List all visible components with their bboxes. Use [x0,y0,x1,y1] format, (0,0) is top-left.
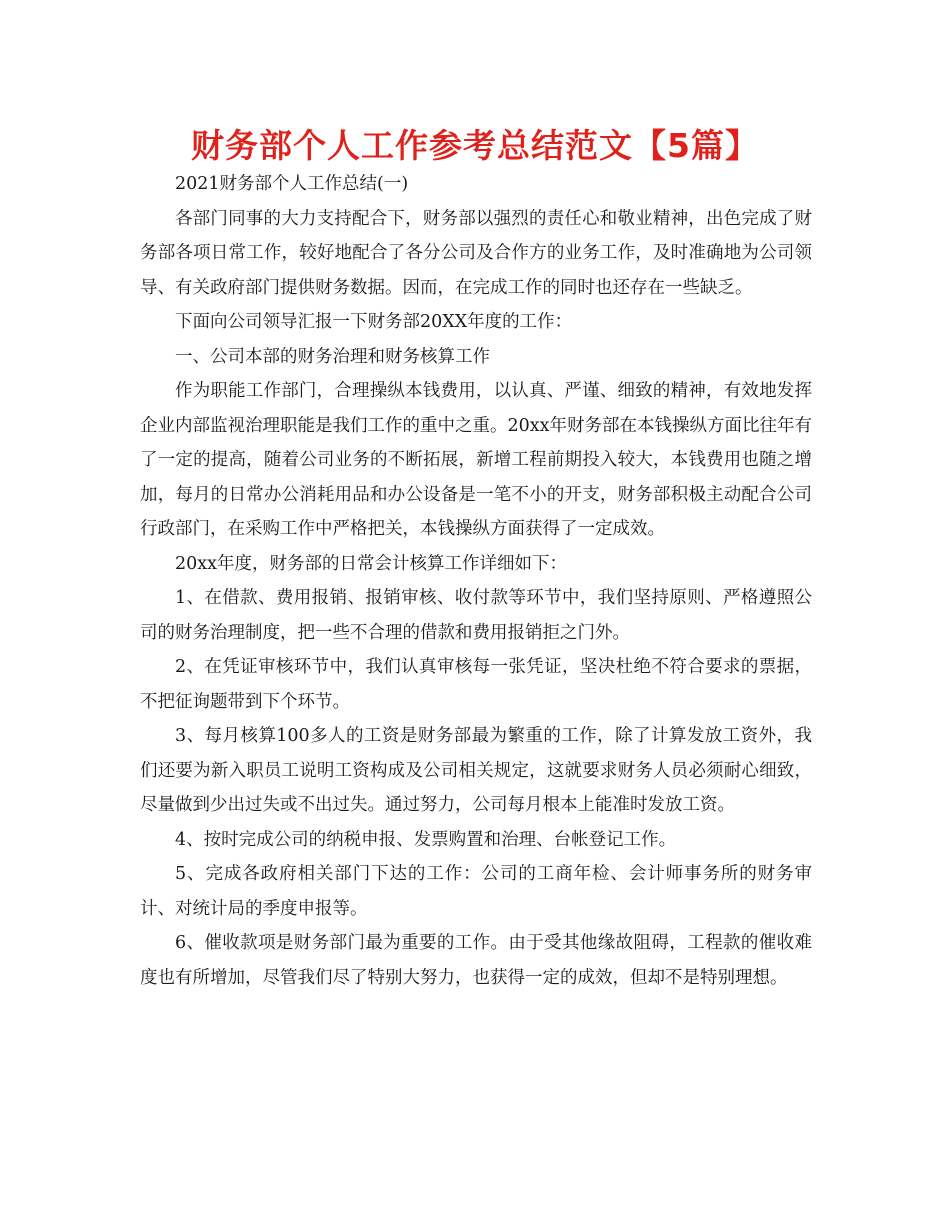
list-item-6: 6、催收款项是财务部门最为重要的工作。由于受其他缘故阻碍，工程款的催收难度也有所增加，尽管我们尽了特别大努力，也获得一定的成效，但却不是特别理想。 [140,933,812,988]
list-item-2: 2、在凭证审核环节中，我们认真审核每一张凭证，坚决杜绝不符合要求的票据，不把征询题带到下个环节。 [140,657,812,712]
list-item-4: 4、按时完成公司的纳税申报、发票购置和治理、台帐登记工作。 [175,829,677,850]
paragraph-subtitle: 2021财务部个人工作总结(一) [175,174,409,194]
paragraph-intro: 各部门同事的大力支持配合下，财务部以强烈的责任心和敬业精神，出色完成了财务部各项日常工作，较好地配合了各分公司及合作方的业务工作，及时准确地为公司领导、有关政府部门提供财务数据。因而，在完成工作的同时也还存在一些缺乏。 [140,208,812,298]
section-heading-1: 一、公司本部的财务治理和财务核算工作 [175,346,490,367]
document-title: 财务部个人工作参考总结范文【5篇】 [191,126,759,165]
document-body [140,167,812,995]
list-item-1: 1、在借款、费用报销、报销审核、收付款等环节中，我们坚持原则、严格遵照公司的财务治理制度，把一些不合理的借款和费用报销拒之门外。 [140,588,812,643]
paragraph-cost-control: 作为职能工作部门，合理操纵本钱费用，以认真、严谨、细致的精神，有效地发挥企业内部监视治理职能是我们工作的重中之重。20xx年财务部在本钱操纵方面比往年有了一定的提高，随着公司业务的不断拓展，新增工程前期投入较大，本钱费用也随之增加，每月的日常办公消耗用品和办公设备是一笔不小的开支，财务部积极主动配合公司行政部门，在采购工作中严格把关，本钱操纵方面获得了一定成效。 [140,381,813,539]
paragraph-accounting-lead: 20xx年度，财务部的日常会计核算工作详细如下： [175,553,568,574]
list-item-3: 3、每月核算100多人的工资是财务部最为繁重的工作，除了计算发放工资外，我们还要为新入职员工说明工资构成及公司相关规定，这就要求财务人员必须耐心细致，尽量做到少出过失或不出过失。通过努力，公司每月根本上能准时发放工资。 [140,726,812,815]
list-item-5: 5、完成各政府相关部门下达的工作：公司的工商年检、会计师事务所的财务审计、对统计局的季度申报等。 [140,864,812,919]
paragraph-report-lead: 下面向公司领导汇报一下财务部20XX年度的工作： [175,312,573,332]
